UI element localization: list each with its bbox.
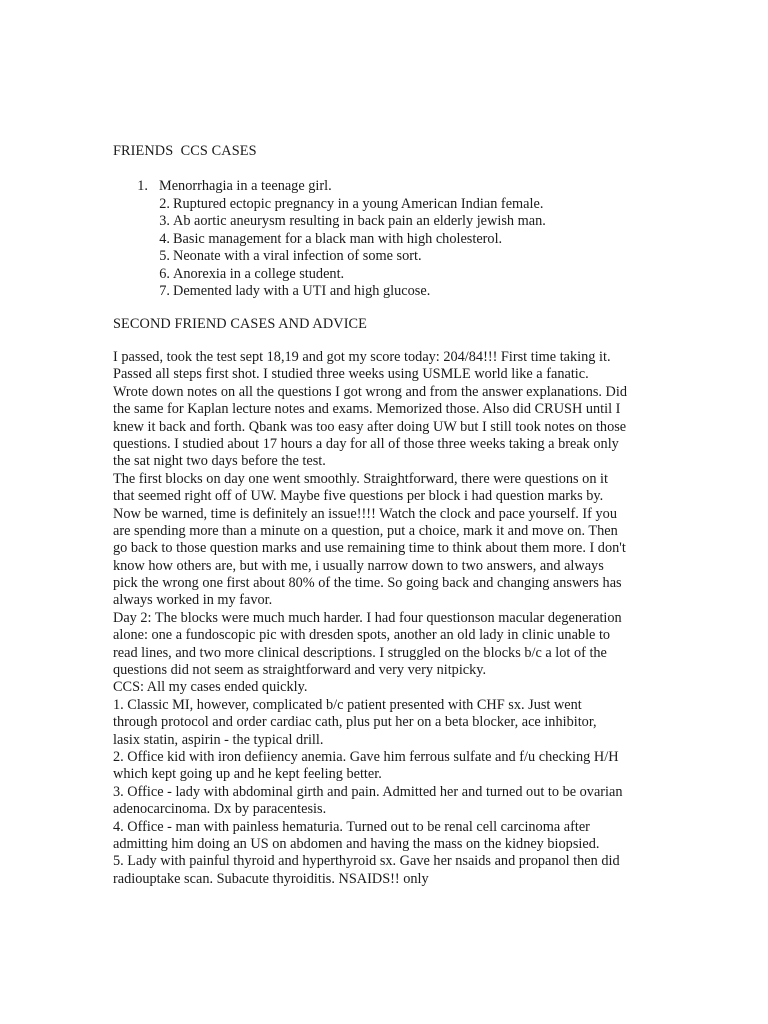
advice-line: adenocarcinoma. Dx by paracentesis. [113,801,327,818]
case-text: Ruptured ectopic pregnancy in a young American Indian female. [173,195,544,212]
case-text: Basic management for a black man with high cholesterol. [173,230,503,247]
case-number: 4. [159,230,170,247]
advice-line: knew it back and forth. Qbank was too easy after doing UW but I still took notes on those [113,418,627,435]
case-text: Demented lady with a UTI and high glucose. [173,283,431,299]
case-list-item [0,248,768,266]
advice-line: Now be warned, time is definitely an issue!!!! Watch the clock and pace yourself. If you [113,505,617,522]
case-list-item [0,266,768,284]
advice-line: The first blocks on day one went smoothly. Straightforward, there were questions on it [113,470,608,487]
advice-line: which kept going up and he kept feeling better. [113,766,382,783]
case-number: 6. [159,265,170,282]
advice-line: Day 2: The blocks were much much harder. I had four questionson macular degeneration [113,609,622,626]
advice-line: Passed all steps first shot. I studied three weeks using USMLE world like a fanatic. [113,366,589,383]
advice-line: know how others are, but with me, i usually narrow down to two answers, and always [113,557,604,574]
advice-body-text [113,349,658,888]
advice-line: admitting him doing an US on abdomen and having the mass on the kidney biopsied. [113,835,600,852]
case-list-item [0,231,768,249]
advice-line: 5. Lady with painful thyroid and hyperthyroid sx. Gave her nsaids and propanol then did [113,853,620,870]
case-number: 7. [159,283,170,299]
case-text: Neonate with a viral infection of some sort. [173,248,422,264]
advice-line: questions. I studied about 17 hours a day for all of those three weeks taking a break only [113,435,619,452]
case-list-item [0,196,768,214]
advice-line: go back to those question marks and use remaining time to think about them more. I don't [113,540,626,557]
advice-line: the sat night two days before the test. [113,453,326,470]
advice-line: always worked in my favor. [113,592,273,609]
advice-line: I passed, took the test sept 18,19 and got my score today: 204/84!!! First time taking it. [113,349,611,365]
advice-line: read lines, and two more clinical descriptions. I struggled on the blocks b/c a lot of the [113,644,607,661]
advice-line: through protocol and order cardiac cath, plus put her on a beta blocker, ace inhibitor, [113,714,597,731]
case-list-item [0,213,768,231]
advice-line: radiouptake scan. Subacute thyroiditis. NSAIDS!! only [113,870,429,887]
friend-cases-list [0,178,768,301]
case-text: Anorexia in a college student. [173,265,345,282]
advice-line: CCS: All my cases ended quickly. [113,679,308,696]
advice-line: 4. Office - man with painless hematuria. Turned out to be renal cell carcinoma after [113,818,590,835]
advice-line: are spending more than a minute on a question, put a choice, mark it and move on. Then [113,522,618,539]
case-number: 3. [159,213,170,229]
case-list-item [0,178,768,196]
advice-line: pick the wrong one first about 80% of the time. So going back and changing answers has [113,575,622,592]
case-text: Ab aortic aneurysm resulting in back pain an elderly jewish man. [173,213,546,229]
advice-line: Wrote down notes on all the questions I got wrong and from the answer explanations. Did [113,383,628,400]
second-friend-cases-heading: SECOND FRIEND CASES AND ADVICE [113,316,368,332]
advice-line: lasix statin, aspirin - the typical drill. [113,731,324,748]
advice-line: alone: one a fundoscopic pic with dresden spots, another an old lady in clinic unable to [113,627,611,644]
advice-line: the same for Kaplan lecture notes and exams. Memorized those. Also did CRUSH until I [113,401,621,418]
friends-ccs-cases-heading: FRIENDS CCS CASES [113,143,257,159]
case-number: 5. [159,248,170,264]
advice-line: questions did not seem as straightforward and very very nitpicky. [113,662,487,679]
case-list-item [0,283,768,301]
advice-line: that seemed right off of UW. Maybe five questions per block i had question marks by. [113,488,604,505]
case-text: Menorrhagia in a teenage girl. [159,178,332,194]
case-number: 1. [137,178,148,194]
advice-line: 2. Office kid with iron defiiency anemia. Gave him ferrous sulfate and f/u checking H/H [113,748,619,765]
advice-line: 1. Classic MI, however, complicated b/c patient presented with CHF sx. Just went [113,696,582,713]
case-number: 2. [159,195,170,212]
advice-line: 3. Office - lady with abdominal girth and pain. Admitted her and turned out to be ovarian [113,783,623,800]
